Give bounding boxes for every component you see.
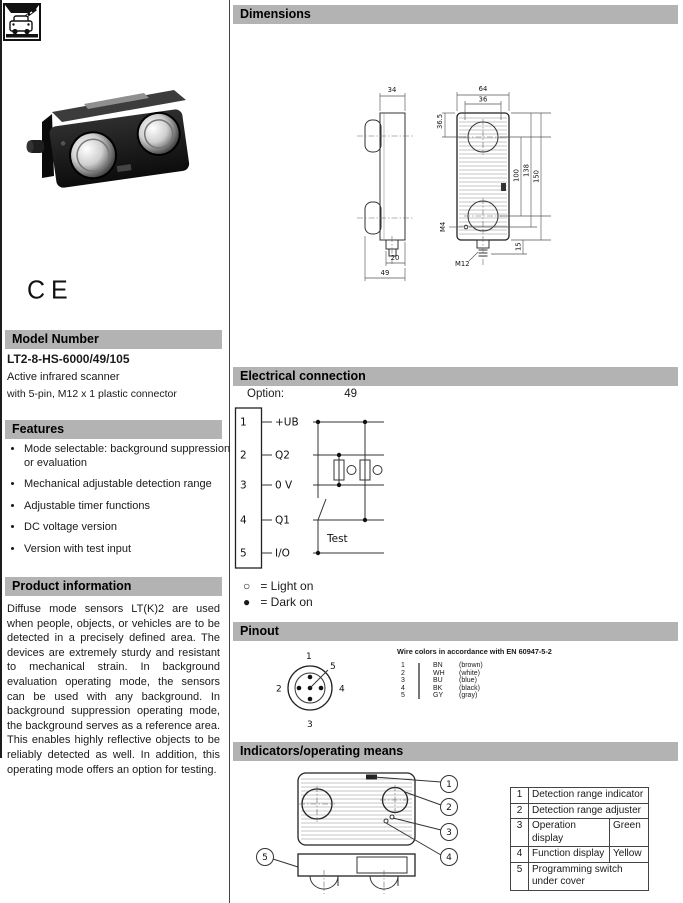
pin-label: +UB xyxy=(275,416,299,429)
connector-pin-5: 5 xyxy=(330,662,336,672)
indicators-table xyxy=(510,787,649,891)
dim-h-mid: 138 xyxy=(522,164,531,177)
vehicle-barrier-icon xyxy=(3,3,41,41)
filled-circle-icon: ● xyxy=(243,595,251,609)
pinout-connector-diagram xyxy=(265,643,357,735)
callout-2: 2 xyxy=(446,803,452,813)
callout-3: 3 xyxy=(446,828,452,838)
connector-pin-2: 2 xyxy=(276,684,282,695)
section-header-model-number: Model Number xyxy=(5,330,222,349)
option-value: 49 xyxy=(344,388,358,400)
section-header-pinout: Pinout xyxy=(233,622,678,641)
feature-item: • DC voltage version xyxy=(24,521,236,535)
dim-side-total: 49 xyxy=(380,269,390,277)
table-row: 1 Detection range indicator xyxy=(511,788,649,804)
pin-number: 5 xyxy=(240,547,247,560)
section-header-dimensions: Dimensions xyxy=(233,5,678,24)
pin-label: Q1 xyxy=(275,514,290,527)
connector-pin-1: 1 xyxy=(306,652,312,662)
callout-5: 5 xyxy=(262,853,268,863)
dimensions-drawing xyxy=(345,80,595,292)
connector-pin-4: 4 xyxy=(339,684,345,695)
pin-label: I/O xyxy=(275,547,290,560)
pin-label: Q2 xyxy=(275,449,290,462)
wire-colors-note: Wire colors in accordance with EN 60947-5-2 xyxy=(397,647,552,656)
legend-light-on: ○ = Light on xyxy=(243,579,314,593)
callout-1: 1 xyxy=(446,780,452,790)
model-number: LT2-8-HS-6000/49/105 xyxy=(7,352,130,366)
table-row: 5 Programming switch under cover xyxy=(511,862,649,890)
section-header-features: Features xyxy=(5,420,222,439)
ce-mark: CE xyxy=(27,275,74,305)
feature-item: • Mode selectable: background suppression or evaluation xyxy=(24,443,236,470)
legend-dark-on: ● = Dark on xyxy=(243,595,313,609)
wire-row: 4 BK (black) xyxy=(401,684,481,692)
test-label: Test xyxy=(327,533,348,545)
product-information-text: Diffuse mode sensors LT(K)2 are used when people, objects, or vehicles are to be detected in a precisely defined area. The devices are extremely sturdy and resistant to mechanical strain. In background evaluation operating mode, the sensors can be used with any background. In background suppression operating mode, the background serves as a reference area. This enables highly reflective objects to be reliably detected as well. In addition, this operating mode offers an option for testing. xyxy=(7,603,220,776)
dim-lens-dist: 100 xyxy=(512,169,521,182)
option-line xyxy=(247,388,357,400)
dim-m4: M4 xyxy=(439,221,447,232)
model-subdescription: with 5-pin, M12 x 1 plastic connector xyxy=(7,388,177,400)
section-header-indicators: Indicators/operating means xyxy=(233,742,678,761)
section-header-product-information: Product information xyxy=(5,577,222,596)
open-circle-icon: ○ xyxy=(243,579,251,593)
dim-lens-top: 36.5 xyxy=(436,113,444,129)
dim-conn-offset: 20 xyxy=(390,254,400,262)
electrical-connection-diagram xyxy=(234,402,429,574)
wire-row: 3 BU (blue) xyxy=(401,677,477,684)
table-row: 3 Operation display Green xyxy=(511,819,649,847)
dim-h-total: 150 xyxy=(532,170,541,183)
wire-row: 2 WH (white) xyxy=(401,669,481,677)
model-description: Active infrared scanner xyxy=(7,371,120,383)
features-list xyxy=(8,443,236,564)
wire-colors-table xyxy=(401,662,531,700)
wire-row: 1 BN (brown) xyxy=(401,662,483,669)
dim-conn-len: 15 xyxy=(514,242,523,251)
feature-item: • Mechanical adjustable detection range xyxy=(24,478,236,492)
feature-item: • Version with test input xyxy=(24,543,236,557)
option-label: Option: xyxy=(247,388,285,400)
table-row: 2 Detection range adjuster xyxy=(511,803,649,819)
callout-4: 4 xyxy=(446,853,452,863)
switching-legend xyxy=(243,578,313,610)
section-header-electrical-connection: Electrical connection xyxy=(233,367,678,386)
indicators-drawing xyxy=(252,768,467,896)
pin-number: 2 xyxy=(240,449,247,462)
pin-label: 0 V xyxy=(275,479,293,492)
wire-row: 5 GY (gray) xyxy=(401,692,478,699)
dim-m12: M12 xyxy=(455,260,470,268)
connector-pin-3: 3 xyxy=(307,720,313,730)
product-photo xyxy=(26,66,201,196)
table-row: 4 Function display Yellow xyxy=(511,847,649,863)
dim-front-width: 64 xyxy=(478,85,488,93)
page-left-edge xyxy=(0,0,2,758)
pin-number: 1 xyxy=(240,416,247,429)
pin-number: 4 xyxy=(240,514,247,527)
pin-number: 3 xyxy=(240,479,247,492)
dim-front-inner: 36 xyxy=(478,95,488,104)
feature-item: • Adjustable timer functions xyxy=(24,500,236,514)
dim-side-width: 34 xyxy=(387,86,397,94)
